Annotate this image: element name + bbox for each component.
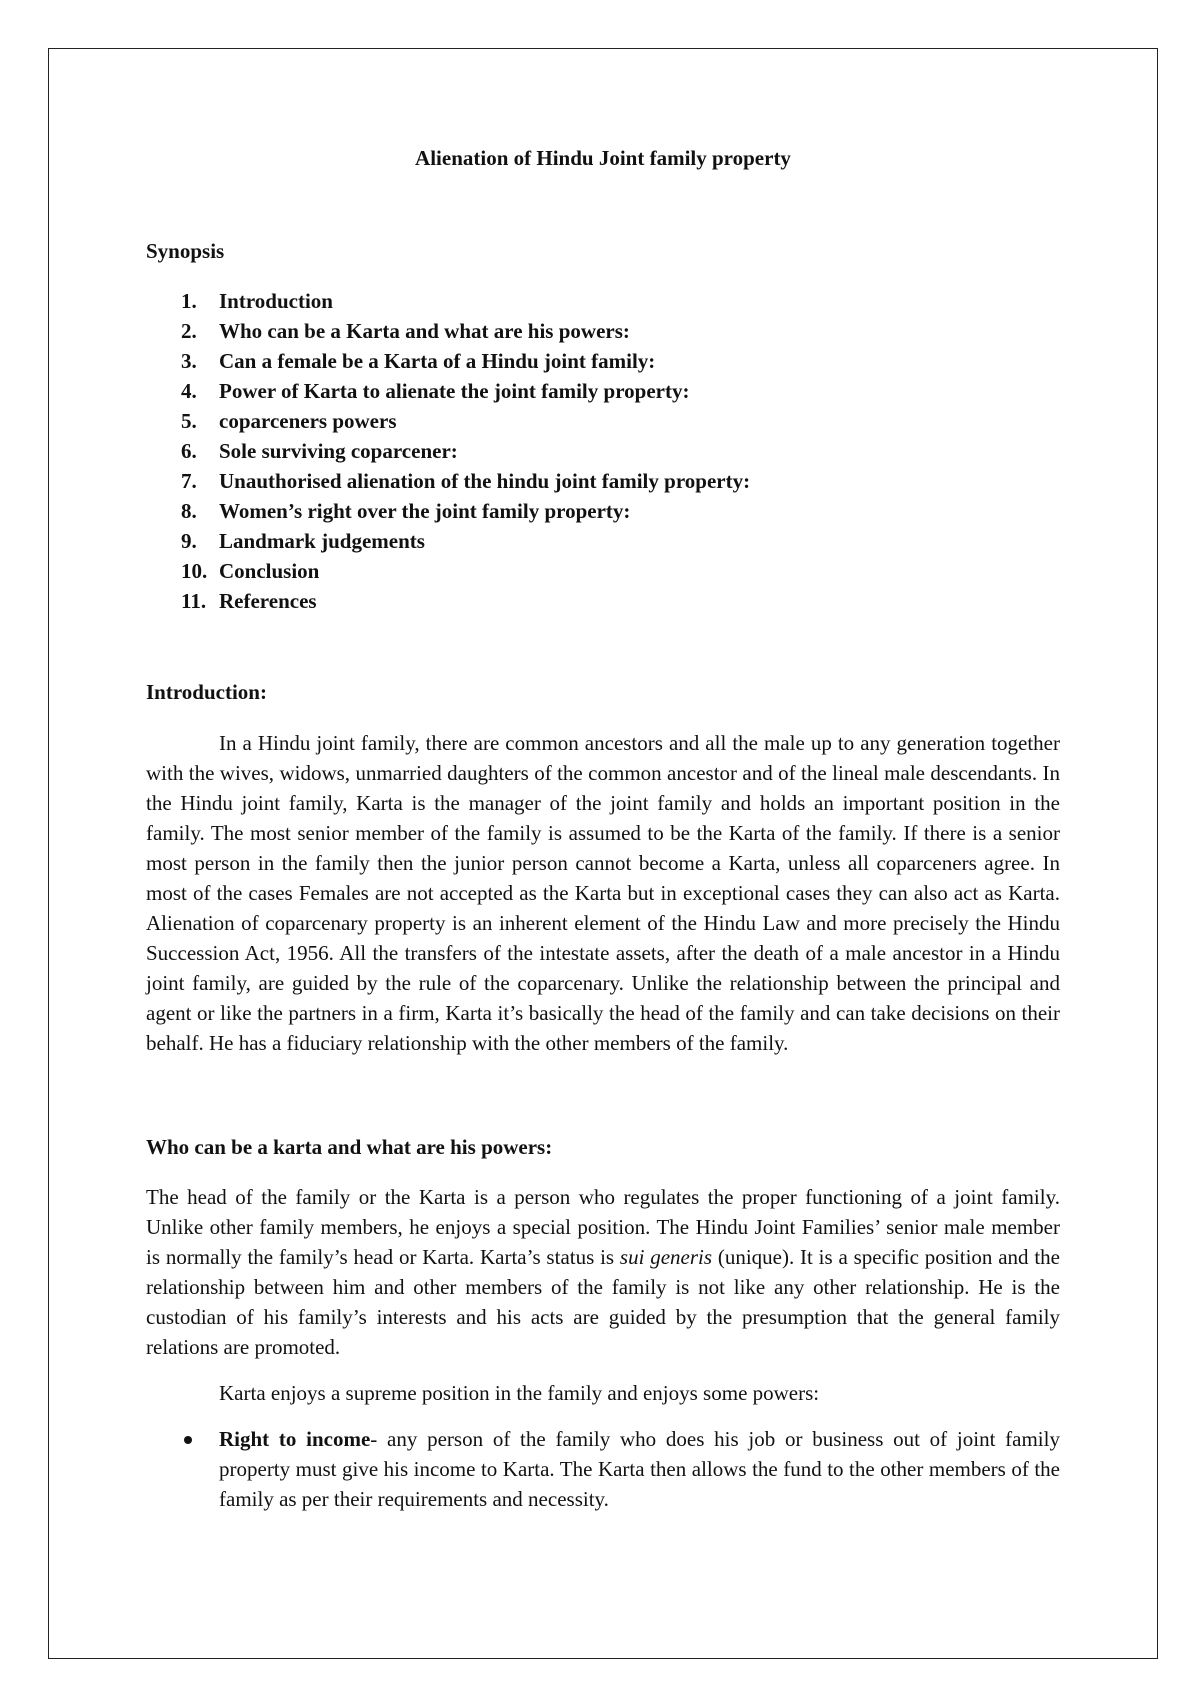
- karta-paragraph-italic: sui generis: [619, 1245, 713, 1269]
- synopsis-item-number: 8.: [181, 499, 197, 523]
- synopsis-item-label: Women’s right over the joint family property:: [219, 499, 631, 523]
- karta-paragraph-text: The head of the family or the Karta is a person who regulates the proper functioning of a joint family. Unlike other family members, he enjoys a special position. The Hindu Joint Families’ senior male member is normally the family’s head or Karta. Karta’s status is: [146, 1185, 1060, 1269]
- synopsis-item-number: 1.: [181, 289, 197, 313]
- synopsis-item-label: Conclusion: [219, 559, 320, 583]
- bullet-dot-icon: [184, 1436, 192, 1444]
- synopsis-item: [146, 526, 750, 556]
- introduction-paragraph: In a Hindu joint family, there are common ancestors and all the male up to any generation together with the wives, widows, unmarried daughters of the common ancestor and of the lineal male descendants. In the Hindu joint family, Karta is the manager of the joint family and holds an important position in the family. The most senior member of the family is assumed to be the Karta of the family. If there is a senior most person in the family then the junior person cannot become a Karta, unless all coparceners agree. In most of the cases Females are not accepted as the Karta but in exceptional cases they can also act as Karta. Alienation of coparcenary property is an inherent element of the Hindu Law and more precisely the Hindu Succession Act, 1956. All the transfers of the intestate assets, after the death of a male ancestor in a Hindu joint family, are guided by the rule of the coparcenary. Unlike the relationship between the principal and agent or like the partners in a firm, Karta it’s basically the head of the family and can take decisions on their behalf. He has a fiduciary relationship with the other members of the family.: [146, 731, 1060, 1055]
- synopsis-item-label: coparceners powers: [219, 409, 397, 433]
- synopsis-item: [146, 586, 750, 616]
- synopsis-item: [146, 376, 750, 406]
- synopsis-item-number: 6.: [181, 439, 197, 463]
- synopsis-item-label: References: [219, 589, 317, 613]
- synopsis-item-label: Unauthorised alienation of the hindu joint family property:: [219, 469, 751, 493]
- synopsis-item-number: 4.: [181, 379, 197, 403]
- karta-paragraph-text-continued: (unique). It is a specific position and the relationship between him and other members of the family is not like any other relationship. He is the custodian of his family’s interests and his acts are guided by the presumption that the general family relations are promoted.: [146, 1245, 1060, 1359]
- synopsis-item: [146, 466, 750, 496]
- synopsis-item: [146, 496, 750, 526]
- synopsis-list: [146, 286, 750, 616]
- synopsis-item-number: 2.: [181, 319, 197, 343]
- synopsis-item: [146, 316, 750, 346]
- synopsis-item-number: 7.: [181, 469, 197, 493]
- powers-bullet-item: [146, 1424, 1060, 1514]
- powers-heading: Who can be a karta and what are his powers:: [146, 1135, 553, 1159]
- powers-bullet-list: [146, 1424, 1060, 1514]
- bullet-term: Right to income: [219, 1427, 371, 1451]
- supreme-position-paragraph: Karta enjoys a supreme position in the family and enjoys some powers:: [219, 1381, 820, 1405]
- synopsis-item: [146, 436, 750, 466]
- synopsis-item-label: Introduction: [219, 289, 333, 313]
- synopsis-item-label: Power of Karta to alienate the joint family property:: [219, 379, 690, 403]
- synopsis-item-number: 10.: [181, 559, 208, 583]
- synopsis-heading: Synopsis: [146, 239, 225, 263]
- synopsis-item: [146, 346, 750, 376]
- synopsis-item-label: Sole surviving coparcener:: [219, 439, 458, 463]
- document-title: Alienation of Hindu Joint family property: [415, 146, 791, 170]
- karta-paragraph: [146, 1182, 1060, 1362]
- bullet-text: - any person of the family who does his job or business out of joint family property must give his income to Karta. The Karta then allows the fund to the other members of the family as per their requirements and necessity.: [219, 1427, 1060, 1511]
- synopsis-item: [146, 556, 750, 586]
- synopsis-item-number: 9.: [181, 529, 197, 553]
- introduction-heading: Introduction:: [146, 680, 267, 704]
- synopsis-item-number: 3.: [181, 349, 197, 373]
- synopsis-item-label: Landmark judgements: [219, 529, 425, 553]
- synopsis-item: [146, 406, 750, 436]
- synopsis-item-number: 11.: [181, 589, 207, 613]
- synopsis-item-label: Who can be a Karta and what are his powers:: [219, 319, 630, 343]
- synopsis-item-number: 5.: [181, 409, 197, 433]
- synopsis-item-label: Can a female be a Karta of a Hindu joint family:: [219, 349, 656, 373]
- synopsis-item: [146, 286, 750, 316]
